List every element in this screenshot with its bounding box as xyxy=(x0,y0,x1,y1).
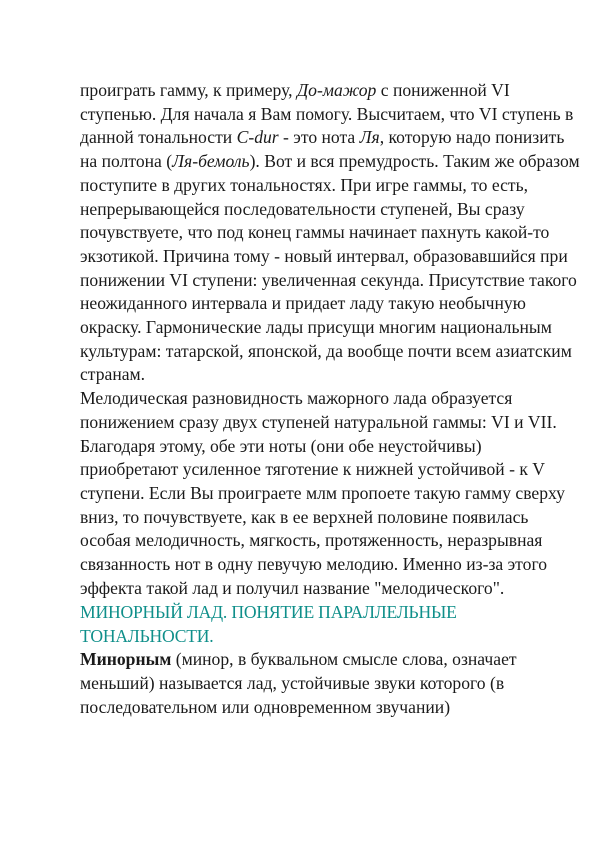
term-minor: Минорным xyxy=(80,649,172,670)
paragraph-text: проиграть гамму, к примеру, xyxy=(80,80,297,100)
paragraph-text: ). Вот и вся премудрость. Таким же образом поступите в других тональностях. При игре гаммы, то есть, непрерывающейся последовательности ступеней, Вы сразу почувствуете, что под конец гаммы начинает пахнуть какой-то экзотикой. Причина тому - новый интервал, образовавшийся при понижении VI ступени: увеличенная секунда. Присутствие такого неожиданного интервала и придает ладу такую необычную окраску. Гармонические лады присущи многим национальным культурам: татарской, японской, да вообще почти всем азиатским странам. xyxy=(80,151,580,385)
paragraph-text: , которую надо понизить на полтона ( xyxy=(80,127,565,172)
paragraph-melodic-scale: Мелодическая разновидность мажорного лада образуется понижением сразу двух ступеней натуральной гаммы: VI и VII. Благодаря этому, обе эти ноты (они обе неустойчивы) приобретают усиленное тяготение к нижней устойчивой - к V ступени. Если Вы проиграете млм пропоете такую гамму сверху вниз, то почувствуете, как в ее верхней половине появилась особая мелодичность, мягкость, протяженность, неразрывная связанность нот в одну певучую мелодию. Именно из-за этого эффекта такой лад и получил название "мелодического". xyxy=(80,388,565,598)
document-page xyxy=(80,79,580,720)
paragraph-text: с пониженной VI ступенью. Для начала я Вам помогу. Высчитаем, что VI ступень в данной тональности xyxy=(80,80,574,148)
emphasis-c-dur: C-dur xyxy=(236,127,279,148)
paragraph-text: - это нота xyxy=(278,127,360,148)
paragraph-harmonic-scale xyxy=(80,79,580,387)
emphasis-la-flat: Ля-бемоль xyxy=(172,151,250,172)
emphasis-la: Ля xyxy=(359,127,380,148)
paragraph-minor-definition xyxy=(80,648,580,719)
emphasis-do-major: До-мажор xyxy=(296,80,377,100)
paragraph-text: (минор, в буквальном смысле слова, означает меньший) называется лад, устойчивые звуки которого (в последовательном или одновременном звучании) xyxy=(80,649,517,717)
section-heading: МИНОРНЫЙ ЛАД. ПОНЯТИЕ ПАРАЛЛЕЛЬНЫЕ ТОНАЛЬНОСТИ. xyxy=(80,602,457,647)
